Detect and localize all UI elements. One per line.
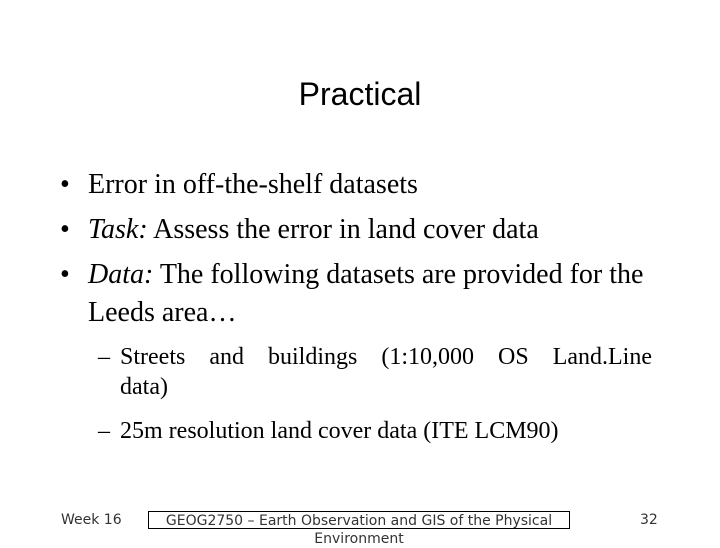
bullet-marker: • — [60, 259, 70, 290]
bullet-item — [60, 162, 680, 207]
bullet-marker: • — [60, 214, 70, 245]
sub-bullet-item — [60, 342, 680, 402]
sub-bullet-item — [60, 416, 680, 446]
footer-week: Week 16 — [61, 512, 122, 528]
sub-bullet-text: 25m resolution land cover data (ITE LCM90) — [120, 418, 559, 444]
bullet-item — [60, 256, 680, 332]
sub-bullet-marker: – — [98, 344, 110, 370]
sub-bullet-text-line2: data) — [120, 374, 168, 400]
sub-bullet-list — [60, 342, 680, 446]
bullet-text: Assess the error in land cover data — [147, 214, 539, 245]
sub-bullet-text-line1: Streets and buildings (1:10,000 OS Land.Line — [120, 344, 652, 370]
bullet-text: Error in off-the-shelf datasets — [88, 169, 418, 200]
sub-bullet-marker: – — [98, 418, 110, 444]
bullet-prefix: Task: — [88, 214, 148, 245]
footer-course-title — [148, 511, 570, 547]
bullet-item — [60, 207, 680, 252]
bullet-text: The following datasets are provided for the Leeds area… — [88, 259, 644, 328]
slide-body — [60, 162, 680, 460]
bullet-prefix: Data: — [88, 259, 154, 290]
footer-page-number: 32 — [640, 512, 658, 528]
slide-title: Practical — [298, 76, 422, 112]
bullet-marker: • — [60, 169, 70, 200]
footer-course-text: GEOG2750 – Earth Observation and GIS of the Physical Environment — [165, 513, 553, 547]
